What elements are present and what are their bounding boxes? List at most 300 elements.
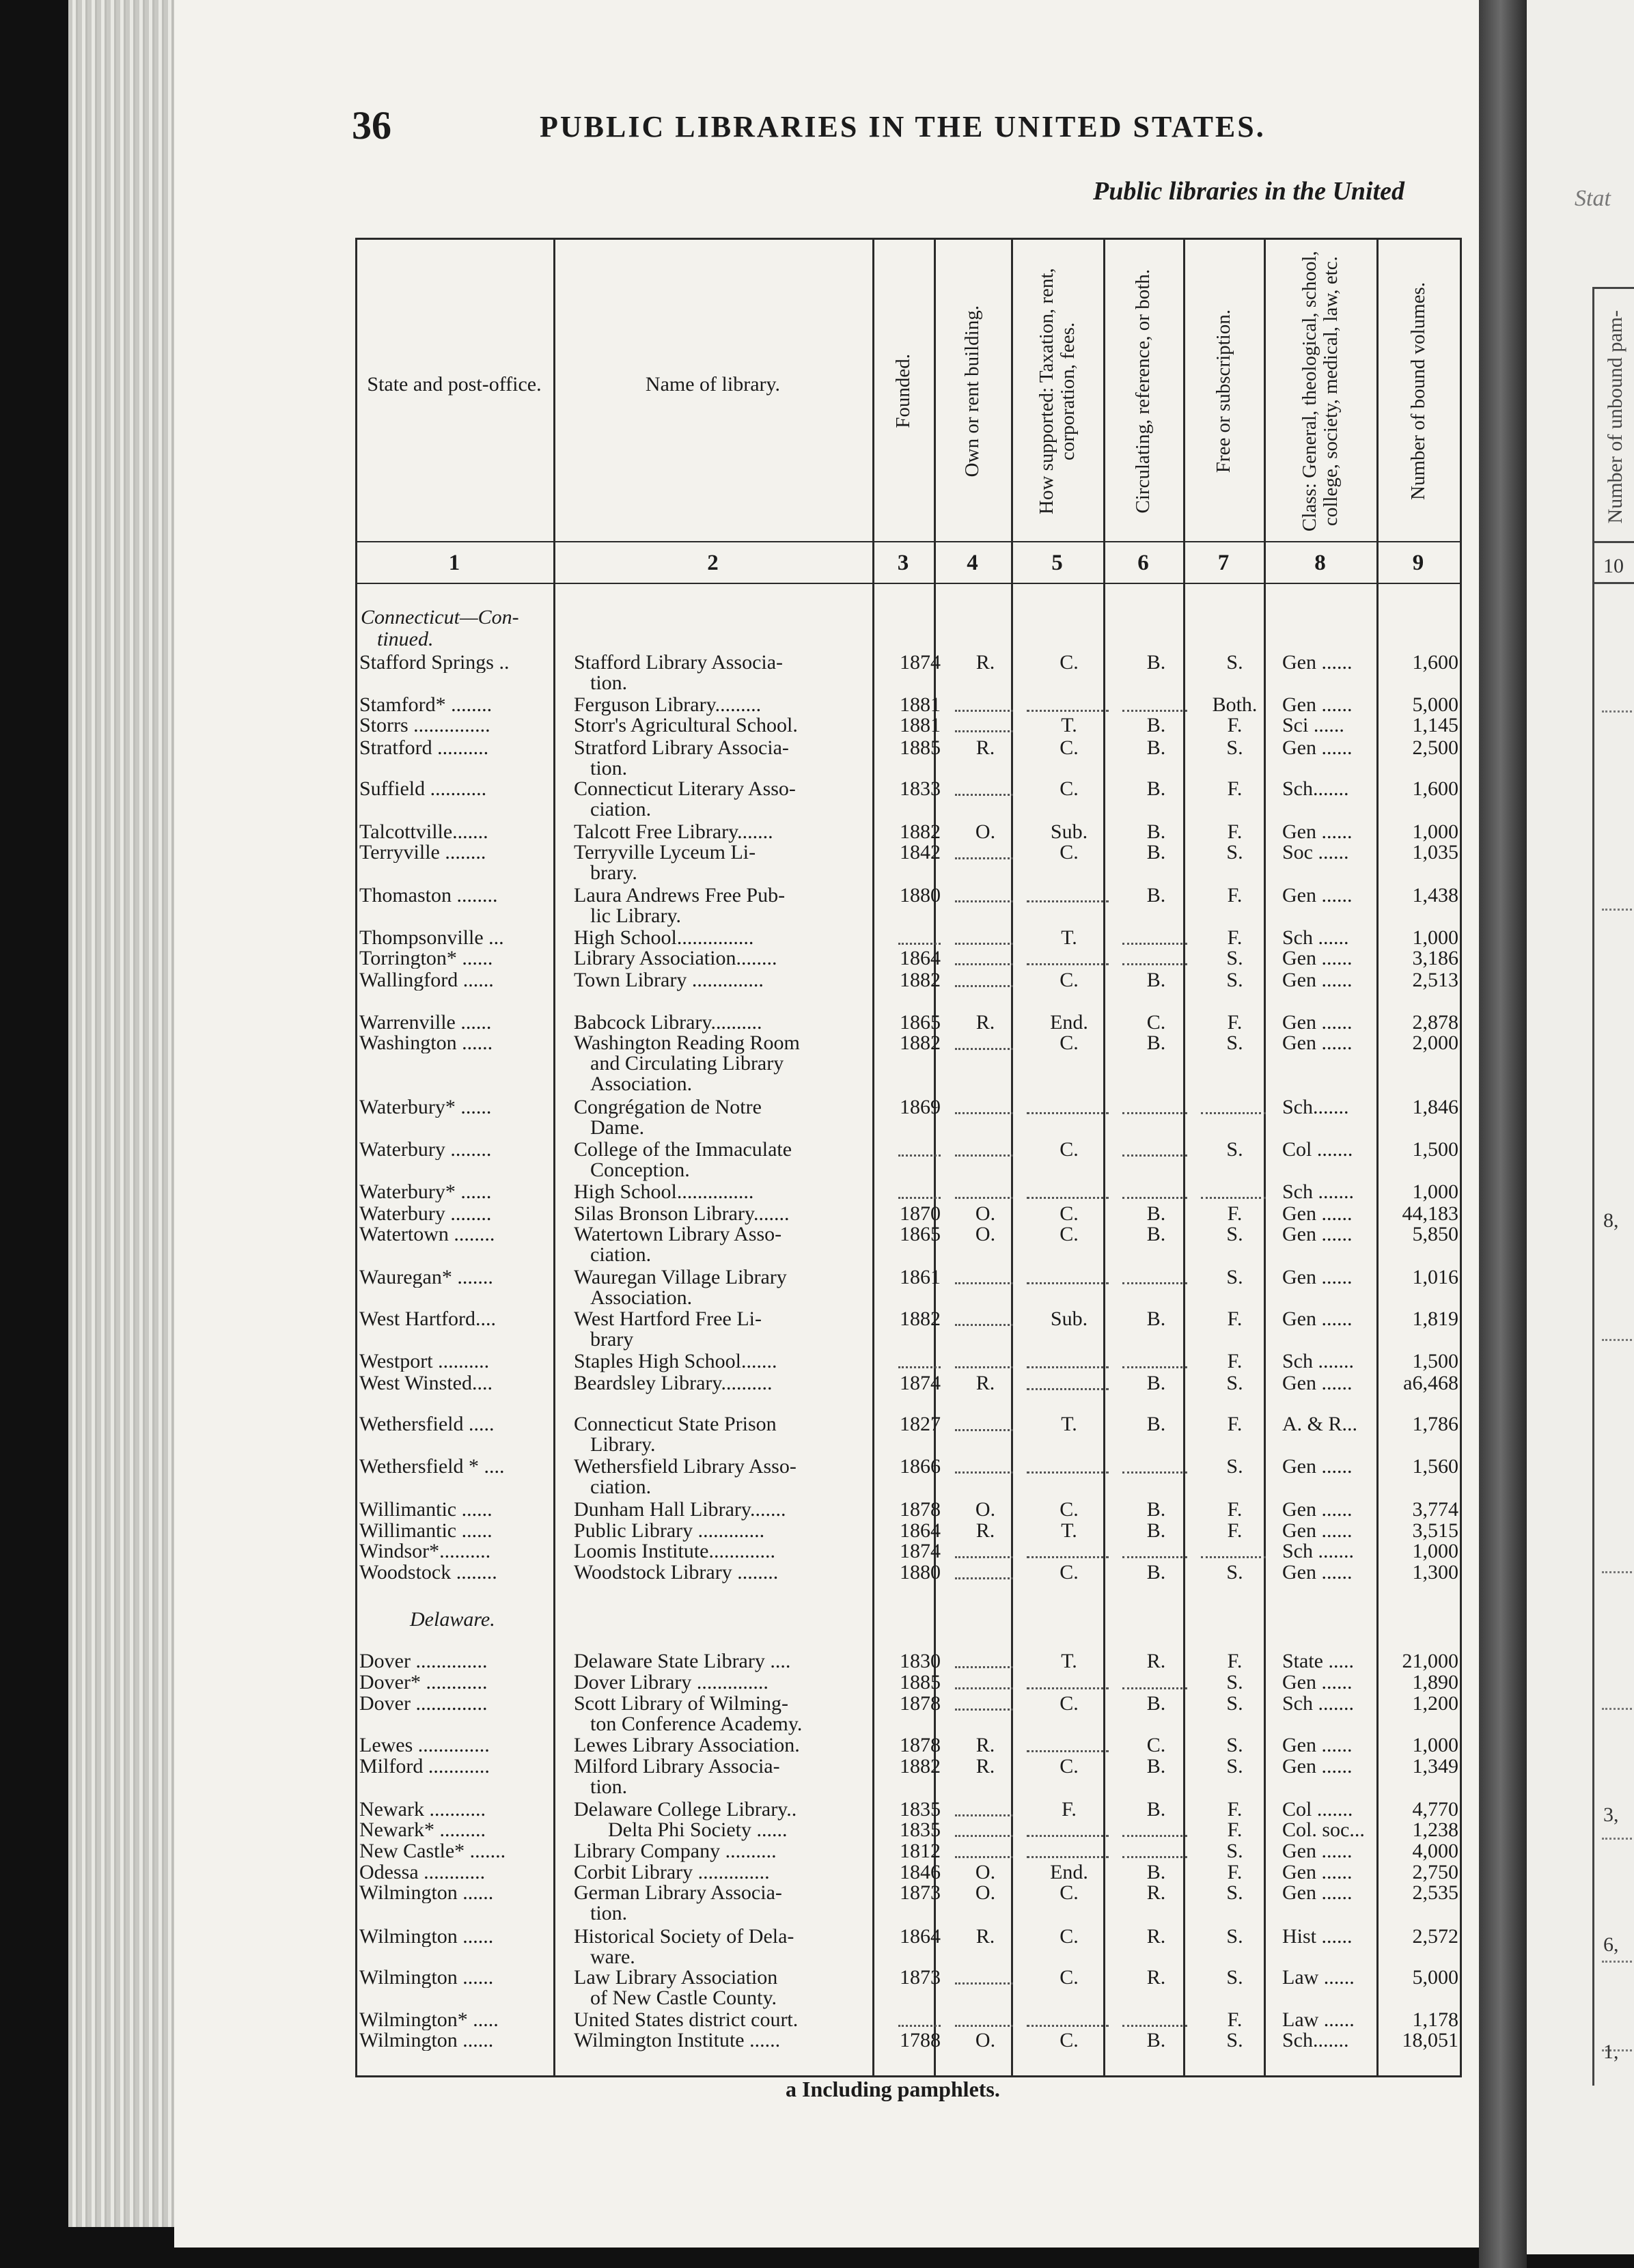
- facing-page-subhead: Stat: [1575, 186, 1611, 211]
- column-header-label: Circulating, reference, or both.: [1132, 268, 1154, 514]
- column-number: 8: [1314, 551, 1326, 575]
- cell-name: [574, 885, 885, 926]
- cell-building: [955, 970, 1013, 987]
- cell-founded: 1835: [900, 1798, 941, 1821]
- cell-name-line: Watertown Library Asso-: [574, 1223, 782, 1245]
- facing-page-dot-leader: [1602, 1571, 1634, 1573]
- cell-name: [574, 1097, 885, 1138]
- running-head: PUBLIC LIBRARIES IN THE UNITED STATES.: [540, 110, 1266, 143]
- cell-name-line: Public Library .............: [574, 1519, 765, 1542]
- cell-volumes: 1,145: [1412, 714, 1458, 736]
- cell-place: Stafford Springs ..: [359, 652, 510, 673]
- cell-name-line: Wauregan Village Library: [574, 1266, 787, 1288]
- facing-page-column-heading: Number of unbound pam-: [1604, 309, 1626, 524]
- cell-free: S.: [1226, 1755, 1243, 1778]
- cell-building: O.: [975, 1223, 996, 1245]
- column-header-label: Own or rent building.: [961, 305, 983, 478]
- cell-place: Milford ............: [359, 1756, 490, 1777]
- column-header: [934, 246, 1011, 536]
- cell-name-line: Wethersfield Library Asso-: [574, 1455, 797, 1478]
- cell-free: S.: [1226, 841, 1243, 863]
- column-header: [1264, 246, 1376, 536]
- cell-free: S.: [1226, 1925, 1243, 1948]
- cell-name: [574, 2010, 885, 2030]
- cell-circulation: B.: [1146, 2029, 1166, 2051]
- cell-support: [1027, 1097, 1109, 1114]
- cell-support: C.: [1060, 1223, 1079, 1245]
- cell-founded: 1830: [900, 1650, 941, 1672]
- cell-founded: [898, 1182, 941, 1199]
- cell-circulation: B.: [1146, 1202, 1166, 1225]
- cell-support: [1027, 885, 1109, 902]
- cell-place: Talcottville.......: [359, 822, 488, 842]
- book-gutter: [1479, 0, 1527, 2268]
- section-heading: Delaware.: [410, 1608, 495, 1631]
- cell-place: Thomaston ........: [359, 885, 498, 906]
- cell-support: [1027, 1820, 1109, 1837]
- cell-name-continuation: ware.: [590, 1946, 635, 1968]
- cell-building: [955, 842, 1013, 859]
- cell-class: Gen ......: [1282, 1372, 1353, 1394]
- cell-free: S.: [1226, 1966, 1243, 1989]
- cell-name-line: Woodstock Library ........: [574, 1561, 779, 1584]
- cell-volumes: 1,200: [1412, 1692, 1458, 1715]
- cell-place: Storrs ...............: [359, 715, 490, 736]
- cell-support: C.: [1060, 1966, 1079, 1989]
- cell-place: West Hartford....: [359, 1309, 497, 1329]
- cell-volumes: 2,572: [1412, 1925, 1458, 1948]
- cell-circulation: B.: [1146, 1861, 1166, 1883]
- cell-founded: 1880: [900, 884, 941, 907]
- cell-name-line: Dover Library ..............: [574, 1671, 768, 1693]
- cell-free: F.: [1227, 1350, 1243, 1372]
- column-number: 5: [1051, 551, 1063, 575]
- cell-name-line: Connecticut Literary Asso-: [574, 777, 796, 800]
- column-header-label: Number of bound volumes.: [1407, 282, 1429, 500]
- cell-name-continuation: lic Library.: [590, 904, 681, 927]
- cell-free: S.: [1226, 1692, 1243, 1715]
- facing-page-column-number: 10: [1603, 555, 1624, 577]
- cell-name-line: Scott Library of Wilming-: [574, 1692, 789, 1715]
- cell-class: Law ......: [1282, 1966, 1355, 1989]
- cell-class: Gen ......: [1282, 820, 1353, 843]
- cell-place: Windsor*..........: [359, 1541, 491, 1562]
- cell-name: [574, 1756, 885, 1797]
- page-number: 36: [352, 103, 391, 148]
- cell-circulation: B.: [1146, 1032, 1166, 1054]
- cell-volumes: 44,183: [1402, 1202, 1458, 1225]
- facing-page-dot-leader: [1602, 710, 1634, 713]
- cell-support: C.: [1060, 2029, 1079, 2051]
- cell-name-continuation: brary.: [590, 861, 637, 884]
- cell-founded: 1861: [900, 1266, 941, 1288]
- cell-building: R.: [975, 1734, 995, 1756]
- cell-name-line: Delaware College Library..: [574, 1798, 797, 1821]
- cell-name: [574, 1267, 885, 1308]
- section-heading-line: Connecticut—Con-: [361, 606, 519, 628]
- cell-name-line: Corbit Library ..............: [574, 1861, 770, 1883]
- cell-support: [1027, 2010, 1109, 2027]
- cell-volumes: 18,051: [1402, 2029, 1458, 2051]
- cell-volumes: 4,000: [1412, 1840, 1458, 1862]
- cell-volumes: 1,890: [1412, 1671, 1458, 1693]
- cell-volumes: 2,750: [1412, 1861, 1458, 1883]
- cell-building: O.: [975, 2029, 996, 2051]
- cell-name: [574, 1883, 885, 1924]
- cell-volumes: 2,000: [1412, 1032, 1458, 1054]
- cell-volumes: 1,000: [1412, 820, 1458, 843]
- column-header-label: State and post-office.: [367, 373, 542, 396]
- cell-name: [574, 1204, 885, 1224]
- cell-volumes: 1,178: [1412, 2008, 1458, 2031]
- cell-volumes: 2,513: [1412, 969, 1458, 991]
- cell-place: Terryville ........: [359, 842, 486, 863]
- cell-volumes: 1,000: [1412, 926, 1458, 949]
- cell-name: [574, 1012, 885, 1033]
- cell-building: O.: [975, 1861, 996, 1883]
- cell-name: [574, 1967, 885, 2008]
- cell-support: C.: [1060, 1692, 1079, 1715]
- cell-class: State .....: [1282, 1650, 1354, 1672]
- cell-place: New Castle* .......: [359, 1841, 506, 1862]
- cell-free: [1201, 1541, 1266, 1558]
- cell-name-line: Beardsley Library..........: [574, 1372, 773, 1394]
- cell-free: S.: [1226, 2029, 1243, 2051]
- cell-free: F.: [1227, 1011, 1243, 1034]
- cell-free: S.: [1226, 1840, 1243, 1862]
- cell-circulation: R.: [1146, 1925, 1166, 1948]
- cell-founded: 1878: [900, 1734, 941, 1756]
- cell-founded: 1882: [900, 1032, 941, 1054]
- cell-building: [955, 1182, 1013, 1199]
- cell-founded: 1812: [900, 1840, 941, 1862]
- cell-name-line: Connecticut State Prison: [574, 1413, 777, 1435]
- cell-circulation: B.: [1146, 820, 1166, 843]
- cell-name-line: Dunham Hall Library.......: [574, 1498, 786, 1521]
- cell-circulation: [1122, 1182, 1187, 1199]
- cell-volumes: 1,349: [1412, 1755, 1458, 1778]
- cell-support: T.: [1061, 1413, 1077, 1435]
- cell-name-line: Delta Phi Society ......: [608, 1818, 788, 1841]
- cell-free: F.: [1227, 714, 1243, 736]
- cell-building: [955, 1139, 1013, 1157]
- cell-class: Gen ......: [1282, 1561, 1353, 1584]
- section-heading-line: tinued.: [377, 628, 434, 650]
- cell-support: T.: [1061, 714, 1077, 736]
- cell-volumes: 5,000: [1412, 693, 1458, 716]
- cell-name: [574, 842, 885, 883]
- cell-free: S.: [1226, 1671, 1243, 1693]
- cell-place: Wallingford ......: [359, 970, 494, 991]
- cell-support: C.: [1060, 969, 1079, 991]
- cell-name-line: High School...............: [574, 926, 754, 949]
- cell-support: C.: [1060, 841, 1079, 863]
- cell-free: S.: [1226, 1881, 1243, 1904]
- cell-volumes: 4,770: [1412, 1798, 1458, 1821]
- cell-building: R.: [975, 651, 995, 674]
- facing-page-value: 6,: [1603, 1933, 1619, 1956]
- cell-building: R.: [975, 1925, 995, 1948]
- cell-name: [574, 779, 885, 820]
- column-header: [872, 246, 934, 536]
- cell-founded: 1846: [900, 1861, 941, 1883]
- column-number: 9: [1412, 551, 1424, 575]
- cell-place: Thompsonville ...: [359, 928, 504, 948]
- cell-support: C.: [1060, 736, 1079, 759]
- cell-free: S.: [1226, 651, 1243, 674]
- cell-class: Gen ......: [1282, 1202, 1353, 1225]
- cell-volumes: 1,035: [1412, 841, 1458, 863]
- cell-name: [574, 1820, 885, 1840]
- cell-class: Gen ......: [1282, 736, 1353, 759]
- cell-class: Sch .......: [1282, 1540, 1354, 1562]
- column-header-label: Name of library.: [645, 373, 781, 396]
- cell-circulation: [1122, 948, 1187, 965]
- cell-place: Willimantic ......: [359, 1499, 493, 1520]
- cell-name-continuation: Dame.: [590, 1116, 645, 1139]
- cell-name-continuation: tion.: [590, 757, 628, 779]
- cell-free: [1201, 1097, 1266, 1114]
- cell-founded: 1788: [900, 2029, 941, 2051]
- cell-support: [1027, 1672, 1109, 1689]
- cell-founded: 1882: [900, 969, 941, 991]
- cell-name: [574, 822, 885, 842]
- cell-building: [955, 1351, 1013, 1368]
- cell-place: Westport ..........: [359, 1351, 490, 1372]
- facing-page-value: 1,: [1603, 2041, 1619, 2063]
- cell-name-line: Washington Reading Room: [574, 1032, 800, 1054]
- cell-name: [574, 1541, 885, 1562]
- cell-circulation: [1122, 1672, 1187, 1689]
- cell-founded: [898, 1139, 941, 1157]
- cell-name: [574, 1841, 885, 1862]
- cell-free: F.: [1227, 1308, 1243, 1330]
- cell-volumes: 1,016: [1412, 1266, 1458, 1288]
- cell-name-line: Talcott Free Library.......: [574, 820, 773, 843]
- cell-place: Wilmington* .....: [359, 2010, 499, 2030]
- cell-support: End.: [1050, 1011, 1088, 1034]
- cell-class: Sch.......: [1282, 777, 1349, 800]
- cell-building: R.: [975, 1519, 995, 1542]
- cell-volumes: 3,774: [1412, 1498, 1458, 1521]
- cell-free: S.: [1226, 947, 1243, 969]
- cell-name-line: Lewes Library Association.: [574, 1734, 800, 1756]
- cell-free: F.: [1227, 884, 1243, 907]
- cell-name-line: Milford Library Associa-: [574, 1755, 780, 1778]
- cell-support: [1027, 948, 1109, 965]
- cell-name-line: Historical Society of Dela-: [574, 1925, 794, 1948]
- facing-page-fragment: [1527, 0, 1634, 2254]
- cell-circulation: B.: [1146, 1223, 1166, 1245]
- cell-free: S.: [1226, 1032, 1243, 1054]
- cell-class: Sch .......: [1282, 1350, 1354, 1372]
- cell-support: [1027, 1841, 1109, 1858]
- cell-class: Col .......: [1282, 1138, 1353, 1161]
- cell-class: Gen ......: [1282, 1266, 1353, 1288]
- cell-building: [955, 2010, 1013, 2027]
- cell-free: [1201, 1182, 1266, 1199]
- cell-free: S.: [1226, 1223, 1243, 1245]
- cell-volumes: 1,300: [1412, 1561, 1458, 1584]
- cell-name-line: Congrégation de Notre: [574, 1096, 762, 1118]
- cell-name-continuation: tion.: [590, 672, 628, 694]
- cell-founded: 1873: [900, 1881, 941, 1904]
- cell-class: Gen ......: [1282, 1011, 1353, 1034]
- cell-building: [955, 1097, 1013, 1114]
- cell-building: [955, 1967, 1013, 1984]
- cell-free: F.: [1227, 1861, 1243, 1883]
- cell-name: [574, 695, 885, 715]
- cell-circulation: R.: [1146, 1966, 1166, 1989]
- cell-free: S.: [1226, 969, 1243, 991]
- cell-support: Sub.: [1050, 1308, 1088, 1330]
- cell-free: F.: [1227, 1650, 1243, 1672]
- cell-class: Sch ......: [1282, 926, 1349, 949]
- cell-circulation: [1122, 1541, 1187, 1558]
- cell-place: Washington ......: [359, 1033, 493, 1053]
- facing-page-value: 8,: [1603, 1209, 1619, 1232]
- cell-building: [955, 1693, 1013, 1711]
- cell-name: [574, 1693, 885, 1734]
- cell-place: Waterbury ........: [359, 1204, 492, 1224]
- cell-building: [955, 1820, 1013, 1837]
- cell-free: S.: [1226, 1561, 1243, 1584]
- cell-class: Gen ......: [1282, 1308, 1353, 1330]
- cell-free: F.: [1227, 1519, 1243, 1542]
- cell-building: O.: [975, 1498, 996, 1521]
- cell-name-line: Wilmington Institute ......: [574, 2029, 781, 2051]
- facing-page-rule: [1592, 582, 1634, 584]
- cell-class: Hist ......: [1282, 1925, 1353, 1948]
- cell-place: Waterbury* ......: [359, 1097, 492, 1118]
- cell-building: [955, 1651, 1013, 1668]
- cell-name: [574, 1499, 885, 1520]
- cell-circulation: B.: [1146, 1798, 1166, 1821]
- cell-founded: [898, 928, 941, 945]
- cell-class: Soc ......: [1282, 841, 1349, 863]
- cell-circulation: [1122, 1351, 1187, 1368]
- cell-volumes: 2,535: [1412, 1881, 1458, 1904]
- cell-place: Wilmington ......: [359, 1883, 494, 1903]
- cell-support: F.: [1062, 1798, 1077, 1821]
- cell-volumes: 2,500: [1412, 736, 1458, 759]
- cell-circulation: [1122, 695, 1187, 712]
- facing-page-dot-leader: [1602, 1708, 1634, 1710]
- cell-founded: 1827: [900, 1413, 941, 1435]
- cell-name-continuation: Library.: [590, 1433, 656, 1456]
- cell-place: Wauregan* .......: [359, 1267, 493, 1288]
- cell-founded: 1869: [900, 1096, 941, 1118]
- cell-support: T.: [1061, 1519, 1077, 1542]
- cell-circulation: B.: [1146, 1755, 1166, 1778]
- cell-support: End.: [1050, 1861, 1088, 1883]
- cell-volumes: 1,438: [1412, 884, 1458, 907]
- cell-place: West Winsted....: [359, 1373, 493, 1394]
- cell-name-line: Terryville Lyceum Li-: [574, 841, 756, 863]
- cell-name-line: United States district court.: [574, 2008, 799, 2031]
- cell-class: Gen ......: [1282, 1032, 1353, 1054]
- facing-page-value: 3,: [1603, 1803, 1619, 1826]
- cell-place: Dover* ............: [359, 1672, 488, 1693]
- cell-name-line: Library Company ..........: [574, 1840, 777, 1862]
- cell-class: Gen ......: [1282, 1455, 1353, 1478]
- cell-place: Wethersfield * ....: [359, 1456, 505, 1477]
- cell-free: F.: [1227, 1798, 1243, 1821]
- cell-building: [955, 695, 1013, 712]
- column-header: [1376, 246, 1460, 536]
- cell-place: Newark ...........: [359, 1799, 486, 1820]
- cell-circulation: R.: [1146, 1650, 1166, 1672]
- cell-name: [574, 1033, 885, 1094]
- cell-volumes: 1,786: [1412, 1413, 1458, 1435]
- cell-building: [955, 1672, 1013, 1689]
- cell-circulation: [1122, 1841, 1187, 1858]
- cell-name: [574, 1456, 885, 1497]
- cell-name: [574, 1224, 885, 1265]
- cell-circulation: [1122, 1820, 1187, 1837]
- cell-circulation: [1122, 1267, 1187, 1284]
- cell-volumes: 1,000: [1412, 1540, 1458, 1562]
- column-number: 2: [707, 551, 719, 575]
- cell-name-continuation: Conception.: [590, 1159, 690, 1181]
- cell-place: Woodstock ........: [359, 1562, 497, 1583]
- cell-circulation: [1122, 1097, 1187, 1114]
- cell-place: Stamford* ........: [359, 695, 493, 715]
- cell-building: [955, 779, 1013, 796]
- cell-circulation: B.: [1146, 969, 1166, 991]
- cell-building: [955, 1033, 1013, 1050]
- cell-support: C.: [1060, 1881, 1079, 1904]
- cell-class: Gen ......: [1282, 1755, 1353, 1778]
- cell-founded: 1885: [900, 1671, 941, 1693]
- cell-volumes: 21,000: [1402, 1650, 1458, 1672]
- cell-volumes: 1,560: [1412, 1455, 1458, 1478]
- cell-founded: 1865: [900, 1223, 941, 1245]
- cell-free: F.: [1227, 777, 1243, 800]
- cell-name-continuation: Association.: [590, 1073, 693, 1095]
- cell-place: Torrington* ......: [359, 948, 493, 969]
- cell-building: [955, 928, 1013, 945]
- cell-founded: 1878: [900, 1692, 941, 1715]
- cell-circulation: B.: [1146, 714, 1166, 736]
- cell-place: Waterbury ........: [359, 1139, 492, 1160]
- cell-free: F.: [1227, 1202, 1243, 1225]
- cell-volumes: 2,878: [1412, 1011, 1458, 1034]
- cell-class: Sch.......: [1282, 1096, 1349, 1118]
- cell-place: Wilmington ......: [359, 1967, 494, 1988]
- cell-founded: [898, 2010, 941, 2027]
- cell-name-line: Library Association........: [574, 947, 777, 969]
- cell-circulation: [1122, 928, 1187, 945]
- cell-founded: 1870: [900, 1202, 941, 1225]
- cell-support: C.: [1060, 1925, 1079, 1948]
- cell-name-continuation: ciation.: [590, 1243, 652, 1266]
- cell-name: [574, 1862, 885, 1883]
- column-header-label: How supported: Taxation, rent, corporation, fees.: [1035, 268, 1079, 514]
- cell-name-line: Ferguson Library.........: [574, 693, 762, 716]
- cell-class: Gen ......: [1282, 693, 1353, 716]
- cell-free: F.: [1227, 1413, 1243, 1435]
- facing-page-rule: [1592, 541, 1634, 543]
- cell-circulation: B.: [1146, 884, 1166, 907]
- page-stack-edge: [68, 0, 184, 2227]
- footnote: a Including pamphlets.: [786, 2077, 1000, 2101]
- column-header: [1011, 246, 1103, 536]
- cell-circulation: B.: [1146, 651, 1166, 674]
- cell-name-line: Babcock Library..........: [574, 1011, 762, 1034]
- cell-circulation: B.: [1146, 1372, 1166, 1394]
- cell-support: C.: [1060, 651, 1079, 674]
